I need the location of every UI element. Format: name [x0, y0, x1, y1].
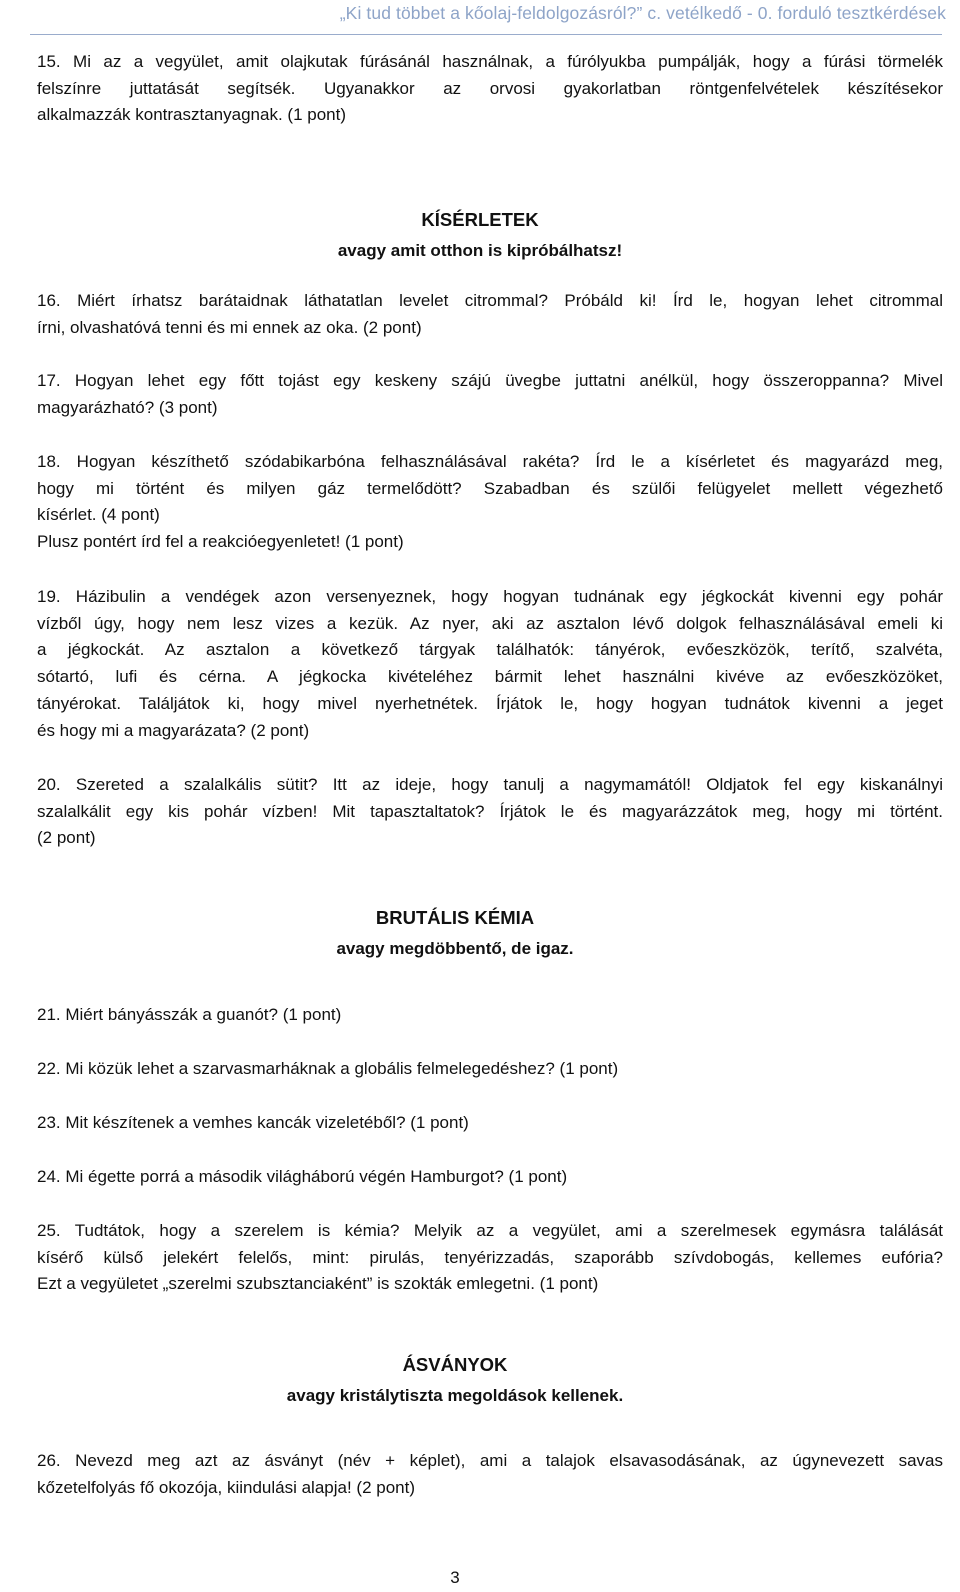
question-25-line-3: Ezt a vegyületet „szerelmi szubsztanciaként” is szokták emlegetni. (1 pont)	[37, 1274, 599, 1294]
question-26	[37, 1448, 943, 1501]
question-25	[37, 1218, 943, 1298]
question-19-line-3: a jégkockát. Az asztalon a következő tárgyak találhatók: tányérok, evőeszközök, terítő, szalvéta,	[37, 640, 943, 660]
question-17-line-1: 17. Hogyan lehet egy főtt tojást egy keskeny szájú üvegbe juttatni anélkül, hogy összeroppanna? Mivel	[37, 371, 943, 390]
question-21: 21. Miért bányásszák a guanót? (1 pont)	[37, 1005, 342, 1024]
question-19-line-6: és hogy mi a magyarázata? (2 pont)	[37, 720, 310, 740]
section-kiserletek-title: KÍSÉRLETEK	[421, 209, 539, 230]
question-17	[37, 368, 943, 421]
question-16	[37, 288, 943, 341]
question-20	[37, 772, 943, 852]
question-23: 23. Mit készítenek a vemhes kancák vizeletéből? (1 pont)	[37, 1113, 469, 1132]
question-19-line-2: vízből úgy, hogy nem lesz vizes a kezük. Az nyer, aki az asztalon lévő dolgok felhasználásával emeli ki	[37, 613, 943, 633]
question-18-line-4: Plusz pontért írd fel a reakcióegyenletet! (1 pont)	[37, 532, 404, 552]
question-18	[37, 449, 943, 556]
section-asvanyok-subtitle: avagy kristálytiszta megoldások kellenek.	[286, 1386, 624, 1405]
question-20-line-2: szalalkálit egy kis pohár vízben! Mit tapasztaltatok? Írjátok le és magyarázzátok meg, hogy mi történt.	[37, 801, 943, 821]
question-18-line-3: kísérlet. (4 pont)	[37, 505, 160, 525]
question-25-line-2: kísérő külső jelekért felelős, mint: pirulás, tenyérizzadás, szaporább szívdobogás, kellemes eufória?	[37, 1247, 943, 1267]
question-26-line-2: kőzetelfolyás fő okozója, kiindulási alapja! (2 pont)	[37, 1477, 415, 1497]
question-15-line-3: alkalmazzák kontrasztanyagnak. (1 pont)	[37, 105, 346, 125]
question-19-line-1: 19. Házibulin a vendégek azon versenyeznek, hogy hogyan tudnának egy jégkockát kivenni egy pohár	[37, 587, 943, 606]
section-asvanyok-title: ÁSVÁNYOK	[402, 1354, 508, 1375]
question-18-line-2: hogy mi történt és milyen gáz termelődött? Szabadban és szülői felügyelet mellett végezhető	[37, 478, 943, 498]
page-number: 3	[450, 1568, 460, 1587]
question-20-line-1: 20. Szereted a szalalkális sütit? Itt az ideje, hogy tanulj a nagymamától! Oldjatok fel egy kiskanálnyi	[37, 775, 943, 794]
question-26-line-1: 26. Nevezd meg azt az ásványt (név + képlet), ami a talajok elsavasodásának, az úgynevezett savas	[37, 1451, 943, 1470]
question-19-line-4: sótartó, lufi és cérna. A jégkocka kivételéhez bármit lehet használni kivéve az evőeszközöket,	[37, 667, 943, 687]
page-header: „Ki tud többet a kőolaj-feldolgozásról?” c. vetélkedő - 0. forduló tesztkérdések	[339, 3, 946, 23]
question-19-line-5: tányérokat. Találjátok ki, hogy mivel nyerhetnétek. Írjátok le, hogy hogyan tudnátok kivenni a jeget	[37, 693, 943, 713]
question-15	[37, 49, 943, 129]
section-kiserletek-subtitle: avagy amit otthon is kipróbálhatsz!	[337, 241, 623, 260]
header-rule	[30, 34, 942, 35]
question-18-line-1: 18. Hogyan készíthető szódabikarbóna felhasználásával rakéta? Írd le a kísérletet és magyarázd meg,	[37, 452, 943, 471]
question-15-line-2: felszínre juttatását segítsék. Ugyanakkor az orvosi gyakorlatban röntgenfelvételek készítésekor	[37, 78, 943, 98]
question-16-line-2: írni, olvashatóvá tenni és mi ennek az oka. (2 pont)	[37, 317, 422, 337]
question-17-line-2: magyarázható? (3 pont)	[37, 397, 218, 417]
question-19	[37, 584, 943, 744]
section-brutalis-title: BRUTÁLIS KÉMIA	[375, 907, 535, 928]
section-brutalis-subtitle: avagy megdöbbentő, de igaz.	[336, 939, 574, 958]
question-22: 22. Mi közük lehet a szarvasmarháknak a globális felmelegedéshez? (1 pont)	[37, 1059, 619, 1078]
question-24: 24. Mi égette porrá a második világháború végén Hamburgot? (1 pont)	[37, 1167, 568, 1186]
question-20-line-3: (2 pont)	[37, 828, 96, 848]
question-25-line-1: 25. Tudtátok, hogy a szerelem is kémia? Melyik az a vegyület, ami a szerelmesek egymásra találását	[37, 1221, 943, 1240]
question-16-line-1: 16. Miért írhatsz barátaidnak láthatatlan levelet citrommal? Próbáld ki! Írd le, hogyan lehet citrommal	[37, 291, 943, 310]
question-15-line-1: 15. Mi az a vegyület, amit olajkutak fúrásánál használnak, a fúrólyukba pumpálják, hogy a fúrási törmelék	[37, 52, 943, 71]
